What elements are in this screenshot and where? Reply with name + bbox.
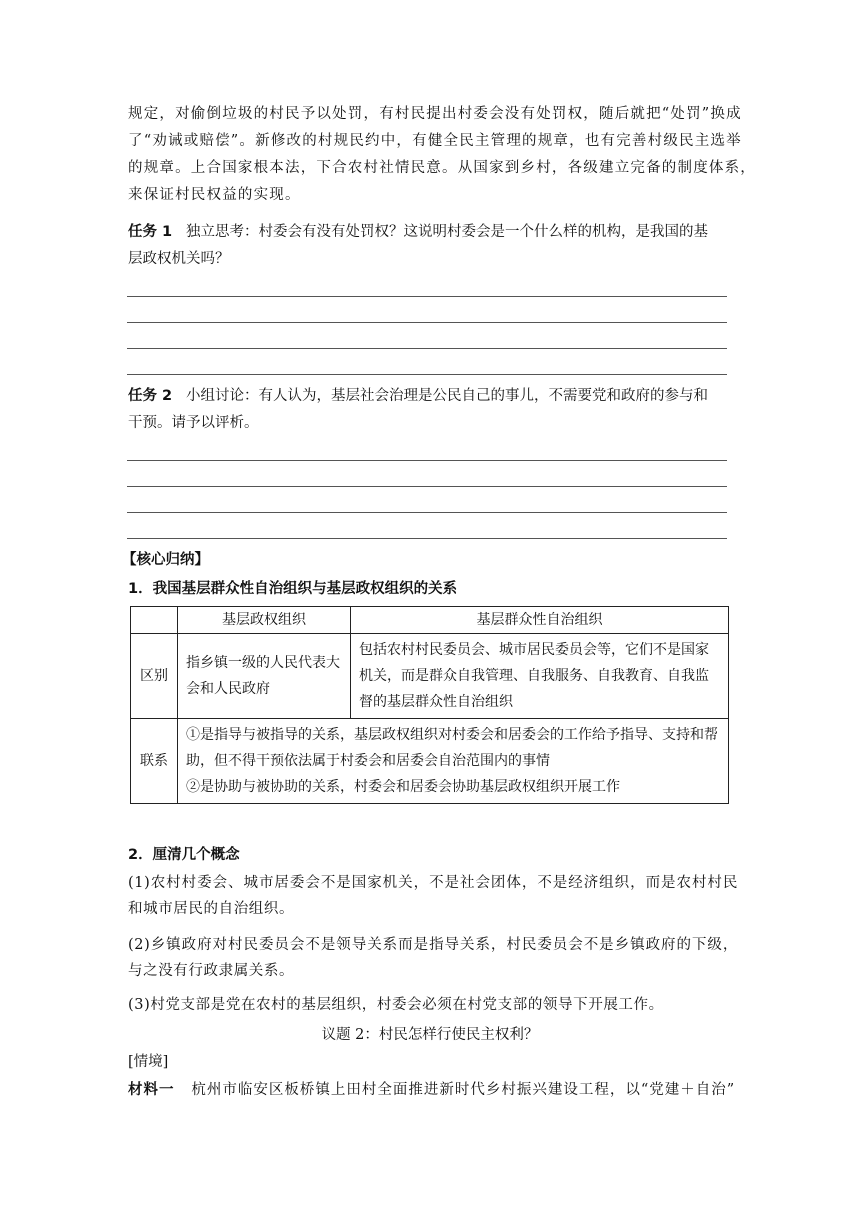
table-header-row <box>131 607 729 634</box>
task1-label: 任务 1 <box>128 224 173 240</box>
intro-line-2: 了“劝诫或赔偿”。新修改的村规民约中，有健全民主管理的规章，也有完善村级民主选举 <box>128 133 742 149</box>
table-corner-cell <box>131 607 178 634</box>
concept-item-3: (3)村党支部是党在农村的基层组织，村委会必须在村党支部的领导下开展工作。 <box>128 997 664 1013</box>
answer-line[interactable] <box>127 538 727 539</box>
task1-line-2: 层政权机关吗？ <box>128 251 230 267</box>
row-label-difference: 区别 <box>131 634 178 719</box>
intro-line-3: 的规章。上合国家根本法，下合农村社情民意。从国家到乡村，各级建立完备的制度体系， <box>128 160 756 176</box>
relationship-table <box>130 606 729 804</box>
answer-line[interactable] <box>127 460 727 461</box>
task2-text: 小组讨论：有人认为，基层社会治理是公民自己的事儿，不需要党和政府的参与和 <box>185 388 708 404</box>
answer-line[interactable] <box>127 296 727 297</box>
task2-line-1 <box>128 383 708 409</box>
material-one-line <box>128 1077 735 1103</box>
task1-line-1 <box>128 219 708 245</box>
answer-line[interactable] <box>127 486 727 487</box>
answer-line[interactable] <box>127 512 727 513</box>
row-label-connection: 联系 <box>131 719 178 804</box>
material-one-text: 杭州市临安区板桥镇上田村全面推进新时代乡村振兴建设工程，以“党建＋自治” <box>191 1082 736 1098</box>
situation-label: [情境] <box>128 1054 169 1070</box>
table-row <box>131 719 729 804</box>
concept-item-1: (1)农村村委会、城市居委会不是国家机关，不是社会团体，不是经济组织，而是农村村民和城市居民的自治组织。 <box>128 875 738 917</box>
intro-line-4: 来保证村民权益的实现。 <box>128 187 301 203</box>
task2-line-2: 干预。请予以评析。 <box>128 415 259 431</box>
core-heading: 【核心归纳】 <box>122 552 209 568</box>
task1-text: 独立思考：村委会有没有处罚权？这说明村委会是一个什么样的机构，是我国的基 <box>185 224 708 240</box>
section-2-heading: 2．厘清几个概念 <box>128 847 240 863</box>
section-1-heading: 1．我国基层群众性自治组织与基层政权组织的关系 <box>128 581 458 597</box>
table-cell: 指乡镇一级的人民代表大会和人民政府 <box>178 634 351 719</box>
table-row <box>131 634 729 719</box>
table-cell <box>178 719 729 804</box>
answer-line[interactable] <box>127 374 727 375</box>
answer-line[interactable] <box>127 348 727 349</box>
task2-label: 任务 2 <box>128 388 173 404</box>
intro-line-1: 规定，对偷倒垃圾的村民予以处罚，有村民提出村委会没有处罚权，随后就把“处罚”换成 <box>128 106 742 122</box>
table-cell: 包括农村村民委员会、城市居民委员会等，它们不是国家机关，而是群众自我管理、自我服务、自我教育、自我监督的基层群众性自治组织 <box>351 634 729 719</box>
concept-item-2: (2)乡镇政府对村民委员会不是领导关系而是指导关系，村民委员会不是乡镇政府的下级，与之没有行政隶属关系。 <box>128 937 738 979</box>
connection-point-1: ①是指导与被指导的关系，基层政权组织对村委会和居委会的工作给予指导、支持和帮助，但不得干预依法属于村委会和居委会自治范围内的事情 <box>186 727 718 769</box>
table-header-cell: 基层政权组织 <box>178 607 351 634</box>
topic-2-title: 议题 2：村民怎样行使民主权利？ <box>321 1027 539 1043</box>
material-one-label: 材料一 <box>128 1082 175 1098</box>
connection-point-2: ②是协助与被协助的关系，村委会和居委会协助基层政权组织开展工作 <box>186 779 620 795</box>
answer-line[interactable] <box>127 322 727 323</box>
table-header-cell: 基层群众性自治组织 <box>351 607 729 634</box>
